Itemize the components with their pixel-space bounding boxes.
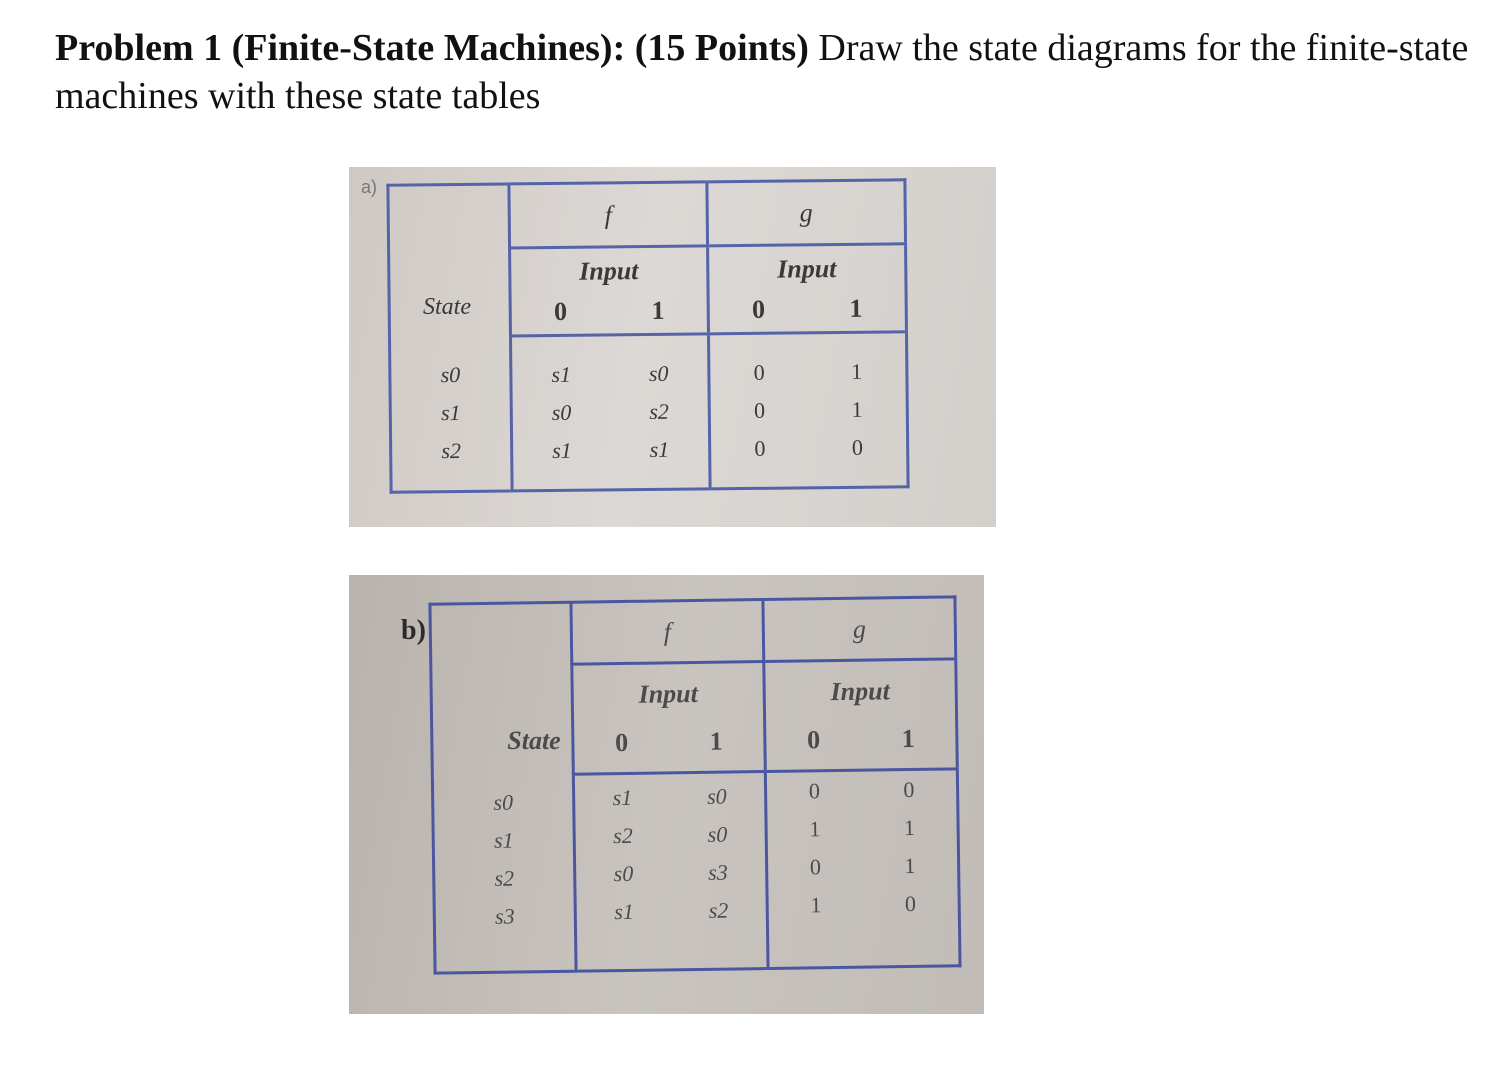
state-table-b [428,595,961,974]
f-input-header [510,246,709,336]
g-input-label: Input [830,675,891,706]
g0-cell: 1 [810,892,822,918]
g-input-0: 0 [806,724,821,754]
f0-cell: s1 [612,784,633,811]
table-a-photo [349,167,996,527]
f-input-0: 0 [614,727,629,757]
f-input-label: Input [579,255,639,286]
state-cell: s0 [493,789,514,815]
g1-cell: 1 [904,852,916,879]
g1-cell: 0 [851,434,864,460]
g1-cell: 1 [851,358,863,384]
g0-cell: 0 [754,435,766,461]
f-header: f [571,600,764,665]
state-cell: s3 [494,903,515,929]
f0-cell: s1 [551,361,572,388]
g-input-label: Input [777,253,837,284]
f0-cell: s1 [614,898,634,925]
f0-cell: s2 [612,822,633,849]
f-values [573,772,768,972]
state-column [389,336,512,492]
state-cell: s2 [494,865,515,891]
part-a-label: a) [361,177,378,197]
problem-instructions: Draw the state diagrams for the finite-state machines with these state tables [55,27,1469,117]
f1-cell: s3 [708,859,728,885]
f1-cell: s2 [708,897,729,923]
f0-cell: s1 [552,437,572,464]
f0-cell: s0 [613,860,634,887]
state-column [432,774,576,973]
g-input-1: 1 [849,293,863,323]
f1-cell: s0 [648,360,669,386]
g1-cell: 1 [903,814,916,841]
problem-statement [55,24,1475,120]
f-input-header [572,662,766,775]
f1-cell: s0 [707,821,728,847]
f-input-1: 1 [651,295,665,325]
g-input-0: 0 [751,294,766,324]
g0-cell: 1 [809,816,821,842]
g1-cell: 1 [851,396,863,422]
state-header: State [423,294,471,320]
f0-cell: s0 [551,399,572,426]
g-values [765,769,960,969]
g-header: g [707,180,906,246]
state-cell: s2 [441,438,462,464]
f1-cell: s0 [706,783,727,809]
g1-cell: 0 [903,776,915,803]
g-header: g [763,597,956,662]
g0-cell: 0 [808,778,821,804]
f-input-label: Input [638,678,699,709]
f-input-0: 0 [553,296,568,326]
g-input-header [764,659,958,772]
table-b-photo [349,575,984,1014]
f-values [510,334,710,491]
f1-cell: s1 [649,436,670,462]
state-table-a [386,178,909,493]
g0-cell: 0 [753,397,766,423]
state-cell: s1 [440,400,461,426]
f-header: f [509,182,708,248]
part-b-label: b) [401,615,426,646]
g-input-1: 1 [901,723,915,753]
g-input-header [708,244,907,334]
state-cell: s0 [440,362,461,388]
state-cell: s1 [493,827,514,853]
g0-cell: 0 [809,854,822,880]
state-header: State [507,726,561,755]
problem-heading: Problem 1 (Finite-State Machines): (15 Points) [55,27,809,69]
f-input-1: 1 [709,726,723,756]
g-values [708,332,908,489]
g0-cell: 0 [753,359,765,385]
f1-cell: s2 [649,398,669,424]
g1-cell: 0 [904,890,917,917]
